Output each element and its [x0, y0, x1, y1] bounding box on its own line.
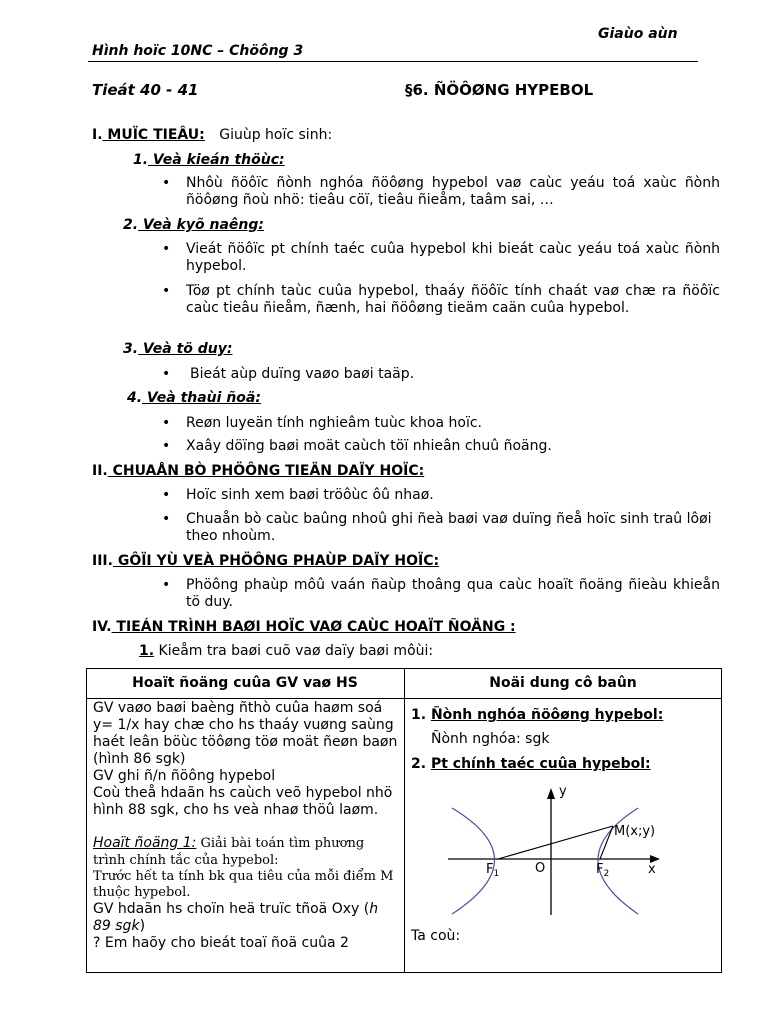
section-2-title: CHUAÅN BÒ PHÖÔNG TIEÄN DAÏY HOÏC:: [107, 463, 425, 479]
table-header-divider: [86, 698, 722, 699]
bullet-icon: •: [162, 283, 171, 299]
section-3-label: III.: [92, 553, 113, 569]
heading-2-number: 2.: [411, 756, 427, 772]
section-1-heading: [92, 127, 332, 144]
lesson-number: Tieát 40 - 41: [92, 81, 199, 99]
sub-1-label: 1.: [133, 152, 149, 168]
list-item: [162, 577, 720, 611]
content-heading-2: [411, 756, 651, 773]
sub-1-heading: [133, 152, 285, 169]
lesson-title: §6. ÑÖÔØNG HYPEBOL: [405, 81, 594, 99]
list-item: [162, 415, 720, 432]
header-rule: [88, 61, 698, 62]
activity-1-label: Hoaït ñoäng 1:: [93, 835, 197, 851]
section-1-intro: Giuùp hoïc sinh:: [219, 127, 333, 143]
heading-2-text: Pt chính taéc cuûa hypebol:: [430, 756, 651, 772]
figure-ref: h 89 sgk: [93, 901, 379, 934]
sub-4-title: Veà thaùi ñoä:: [142, 390, 261, 406]
section-2-label: II.: [92, 463, 108, 479]
list-item-text: Hoïc sinh xem baøi tröôùc ôû nhaø.: [186, 487, 434, 503]
origin-label: O: [535, 861, 546, 876]
bullet-icon: •: [162, 577, 171, 593]
ta-co-text: Ta coù:: [411, 928, 461, 944]
definition-note: GV ghi ñ/n ñöông hypebol: [93, 768, 276, 784]
list-item: [162, 438, 720, 455]
section-2-heading: [92, 463, 424, 480]
question-text: ? Em haõy cho bieát toaï ñoä cuûa 2: [93, 935, 349, 951]
bullet-icon: •: [162, 366, 171, 382]
y-axis-arrow-icon: [547, 788, 555, 799]
bullet-icon: •: [162, 241, 171, 257]
content-heading-1: [411, 707, 663, 724]
intro-paragraph: GV vaøo baøi baèng ñthò cuûa haøm soá y= 1/x hay chæ cho hs thaáy vuøng saùng haét leân böùc töôøng töø moät ñeøn baøn (hình 86 sgk): [93, 700, 398, 767]
section-4-step: [139, 643, 433, 660]
activity-1-text: Giải bài toán tìm phương trình chính tắc của hypebol:: [93, 836, 365, 868]
section-4-heading: [92, 619, 516, 636]
section-1-label: I.: [92, 127, 103, 143]
list-item-text: Reøn luyeän tính nghieâm tuùc khoa hoïc.: [186, 415, 482, 431]
list-item: [162, 366, 720, 383]
section-1-title: MUÏC TIEÂU:: [102, 127, 205, 143]
sub-4-heading: [127, 390, 261, 407]
section-4-label: IV.: [92, 619, 112, 635]
focus-1-subscript: 1: [493, 869, 500, 879]
x-axis-label: x: [648, 862, 656, 877]
activity-1-more: Trước hết ta tính bk qua tiêu của mỗi điểm M thuộc hypebol.: [93, 869, 394, 900]
sub-3-heading: [123, 341, 232, 358]
hyperbola-figure: [440, 780, 670, 920]
header-subject: Hình hoïc 10NC – Chöông 3: [92, 43, 304, 59]
sub-3-label: 3.: [123, 341, 139, 357]
activity-1: [93, 835, 399, 869]
list-item: [162, 511, 720, 545]
bullet-icon: •: [162, 511, 171, 527]
list-item-text: Nhôù ñöôïc ñònh nghóa ñöôøng hypebol vaø caùc yeáu toá xaùc ñònh ñöôøng ñoù nhö: tieâu cöï, tieâu ñieåm, taâm sai, …: [186, 175, 720, 208]
heading-1-number: 1.: [411, 707, 427, 723]
bullet-icon: •: [162, 175, 171, 191]
list-item-text: Xaây döïng baøi moät caùch töï nhieân chuû ñoäng.: [186, 438, 552, 454]
definition-text: Ñònh nghóa: sgk: [431, 731, 550, 747]
coordinate-note-text: GV hdaãn hs choïn heä truïc tñoä Oxy (: [93, 901, 370, 917]
section-3-heading: [92, 553, 439, 570]
y-axis-label: y: [559, 784, 567, 799]
header-author: Giaùo aùn: [598, 26, 678, 42]
section-4-title: TIEÁN TRÌNH BAØI HOÏC VAØ CAÙC HOAÏT ÑOÄNG :: [111, 619, 516, 635]
list-item-text: Chuaån bò caùc baûng nhoû ghi ñeà baøi vaø duïng ñeå hoïc sinh traû lôøi theo nhoùm.: [186, 511, 712, 544]
focus-2-label: [596, 862, 609, 879]
step-text: Kieåm tra baøi cuõ vaø daïy baøi môùi:: [154, 643, 434, 659]
focus-1-label: [486, 862, 499, 879]
coordinate-note-end: ): [139, 918, 146, 934]
sub-2-heading: [123, 217, 264, 234]
sub-4-label: 4.: [127, 390, 143, 406]
step-label: 1.: [139, 643, 155, 659]
list-item-text: Bieát aùp duïng vaøo baøi taäp.: [190, 366, 415, 382]
focus-1-letter: F: [486, 862, 494, 877]
bullet-icon: •: [162, 438, 171, 454]
drawing-note: Coù theå hdaãn hs caùch veõ hypebol nhö hình 88 sgk, cho hs veà nhaø thöû laøm.: [93, 785, 393, 818]
table-column-divider: [404, 668, 405, 973]
sub-3-title: Veà tö duy:: [138, 341, 233, 357]
list-item: [162, 283, 720, 317]
list-item-text: Töø pt chính taùc cuûa hypebol, thaáy ñöôïc tính chaát vaø chæ ra ñöôïc caùc tieâu ñieåm, ñænh, hai ñöôøng tieäm caän cuûa hypebol.: [186, 283, 720, 316]
list-item: [162, 241, 720, 275]
section-3-title: GÔÏI YÙ VEÀ PHÖÔNG PHAÙP DAÏY HOÏC:: [112, 553, 440, 569]
focal-radius-1: [498, 826, 613, 859]
coordinate-note: [93, 901, 399, 935]
heading-1-text: Ñònh nghóa ñöôøng hypebol:: [430, 707, 664, 723]
sub-2-title: Veà kyõ naêng:: [138, 217, 264, 233]
bullet-icon: •: [162, 415, 171, 431]
table-header-activities: Hoaït ñoäng cuûa GV vaø HS: [132, 675, 358, 691]
list-item: [162, 487, 720, 504]
list-item-text: Vieát ñöôïc pt chính taéc cuûa hypebol khi bieát caùc yeáu toá xaùc ñònh hypebol.: [186, 241, 720, 274]
table-left-cell: [93, 700, 399, 952]
point-m-label: M(x;y): [614, 824, 656, 839]
sub-1-colon: :: [279, 152, 285, 168]
list-item-text: Phöông phaùp môû vaán ñaùp thoâng qua caùc hoaït ñoäng ñieàu khieån tö duy.: [186, 577, 720, 610]
bullet-icon: •: [162, 487, 171, 503]
sub-1-title: Veà kieán thöùc: [148, 152, 280, 168]
focus-2-subscript: 2: [603, 869, 610, 879]
table-header-content: Noäi dung cô baûn: [489, 675, 637, 691]
hyperbola-left-branch: [452, 808, 495, 914]
focus-2-letter: F: [596, 862, 604, 877]
list-item: [162, 175, 720, 209]
sub-2-label: 2.: [123, 217, 139, 233]
